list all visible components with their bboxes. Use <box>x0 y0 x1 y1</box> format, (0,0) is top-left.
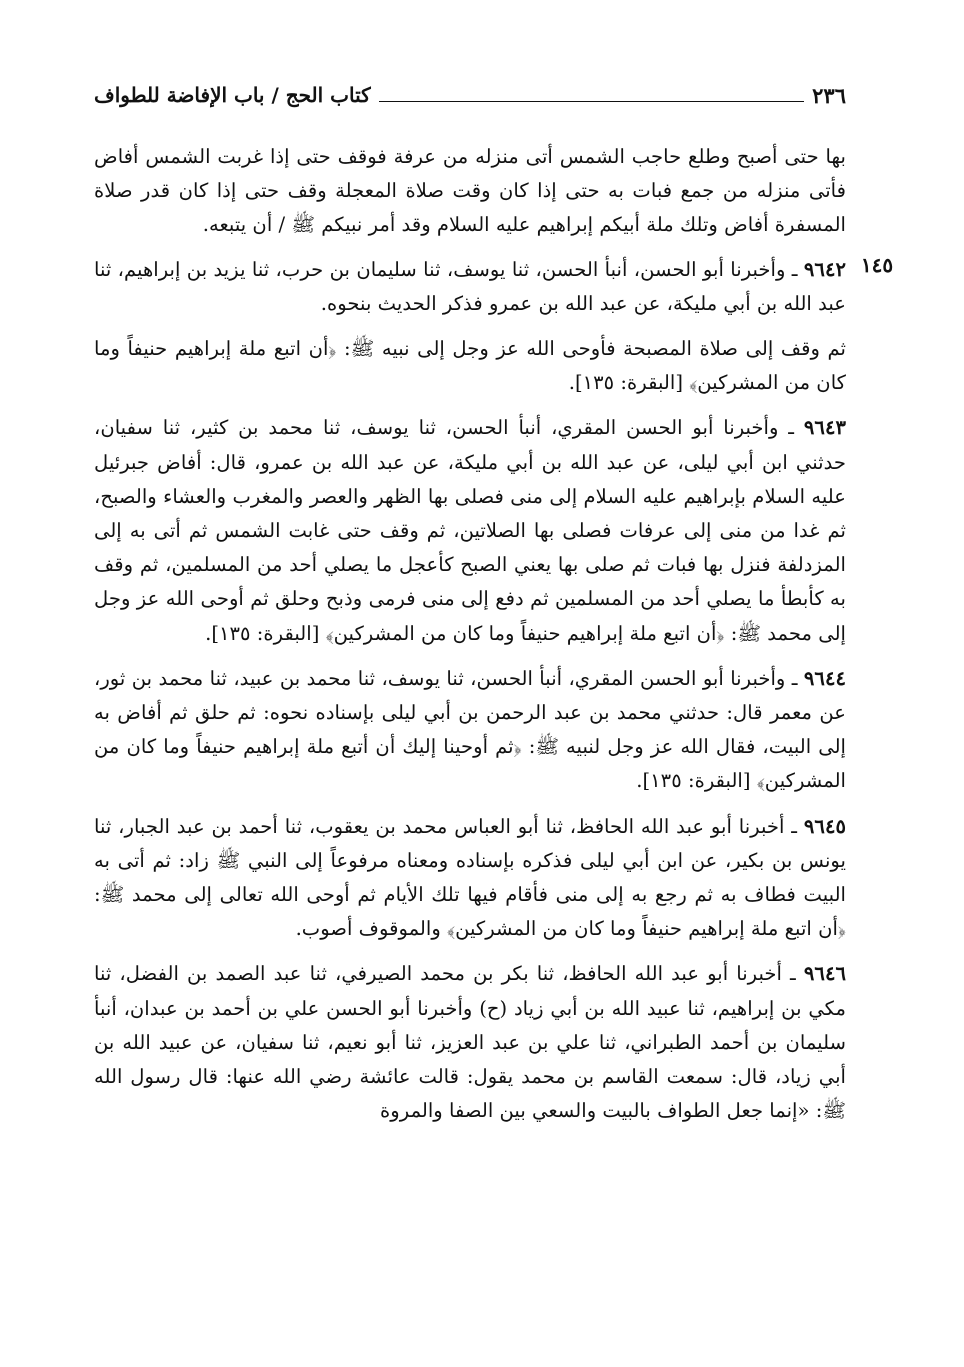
paragraph-text: بها حتى أصبح وطلع حاجب الشمس أتى منزله من عرفة فوقف حتى إذا غربت الشمس أفاض فأتى منزله من جمع فبات به حتى إذا كان وقت صلاة المعجلة وقف حتى إذا كان قدر صلاة المسفرة أفاض وتلك ملة أبيكم إبراهيم عليه السلام وقد أمر نبيكم ﷺ / أن يتبعه. <box>94 145 846 237</box>
paragraph-text: ـ أخبرنا أبو عبد الله الحافظ، ثنا بكر بن محمد الصيرفي، ثنا عبد الصمد بن الفضل، ثنا مكي بن إبراهيم، ثنا عبيد الله بن أبي زياد (ح) وأخبرنا أبو الحسن علي بن أحمد بن عبدان، أنبأ سليمان بن أحمد الطبراني، ثنا علي بن عبد العزيز، ثنا أبو نعيم، ثنا سفيان، عن عبيد الله بن أبي زياد، قال: سمعت القاسم بن محمد يقول: قالت عائشة رضي الله عنها: قال رسول الله ﷺ: «إنما جعل الطواف بالبيت والسعي بين الصفا والمروة <box>94 962 846 1123</box>
hadith-9644 <box>94 662 846 799</box>
page-number: ٢٣٦ <box>812 82 846 108</box>
paragraph-text: ـ وأخبرنا أبو الحسن المقري، أنبأ الحسن، ثنا يوسف، ثنا محمد بن عبيد، ثنا محمد بن ثور، عن معمر قال: حدثني محمد بن عبد الرحمن بن أبي ليلى بإسناده نحوه: ثم حلق ثم أفاض به إلى البيت، فقال الله عز وجل لنبيه ﷺ: ﴿ثم أوحينا إليك أن أتبع ملة إبراهيم حنيفاً وما كان من المشركين﴾ [البقرة: ١٣٥]. <box>94 666 846 793</box>
paragraph-quote <box>94 332 846 400</box>
hadith-number: ٩٦٤٤ <box>803 666 846 690</box>
hadith-number: ٩٦٤٢ <box>803 257 846 281</box>
paragraph-text: ـ وأخبرنا أبو الحسن، أنبأ الحسن، ثنا يوسف، ثنا سليمان بن حرب، ثنا يزيد بن إبراهيم، ثنا عبد الله بن أبي مليكة، عن عبد الله بن عمرو فذكر الحديث بنحوه. <box>94 257 846 315</box>
hadith-number: ٩٦٤٣ <box>803 416 846 440</box>
hadith-9642 <box>94 253 846 321</box>
body-text <box>94 140 846 1139</box>
header-rule <box>379 101 805 102</box>
page-header <box>94 78 846 112</box>
paragraph-continuation <box>94 140 846 243</box>
paragraph-text: ـ وأخبرنا أبو الحسن المقري، أنبأ الحسن، ثنا يوسف، ثنا محمد بن كثير، ثنا سفيان، حدثني ابن أبي ليلى، عن عبد الله بن أبي مليكة، عن عبد الله بن عمرو، قال: أفاض جبرئيل عليه السلام بإبراهيم عليه السلام إلى منى فصلى بها الظهر والعصر والمغرب والعشاء والصبح، ثم غدا من منى إلى عرفات فصلى بها الصلاتين، ثم وقف حتى غابت الشمس ثم أتى به إلى المزدلفة فنزل بها فبات ثم صلى بها يعني الصبح كأعجل ما يصلي أحد من المسلمين، ثم وقف به كأبطأ ما يصلي أحد من المسلمين ثم دفع إلى منى فرمى وذبح وحلق ثم أوحى الله عز وجل إلى محمد ﷺ: ﴿أن اتبع ملة إبراهيم حنيفاً وما كان من المشركين﴾ [البقرة: ١٣٥]. <box>94 416 846 645</box>
running-title: كتاب الحج / باب الإفاضة للطواف <box>94 83 371 107</box>
hadith-9645 <box>94 810 846 947</box>
hadith-9646 <box>94 957 846 1128</box>
hadith-number: ٩٦٤٦ <box>803 962 846 986</box>
paragraph-text: ثم وقف إلى صلاة المصبحة فأوحى الله عز وجل إلى نبيه ﷺ: ﴿أن اتبع ملة إبراهيم حنيفاً وما كان من المشركين﴾ [البقرة: ١٣٥]. <box>94 337 846 395</box>
hadith-9643 <box>94 411 846 650</box>
hadith-number: ٩٦٤٥ <box>803 814 846 838</box>
margin-page-reference: ١٤٥ <box>860 253 894 277</box>
paragraph-text: ـ أخبرنا أبو عبد الله الحافظ، ثنا أبو العباس محمد بن يعقوب، ثنا أحمد بن عبد الجبار، ثنا يونس بن بكير، عن ابن أبي ليلى فذكره بإسناده ومعناه مرفوعاً إلى النبي ﷺ زاد: ثم أتى به البيت فطاف به ثم رجع به إلى منى فأقام فيها تلك الأيام ثم أوحى الله تعالى إلى محمد ﷺ: ﴿أن اتبع ملة إبراهيم حنيفاً وما كان من المشركين﴾ والموقوف أصوب. <box>94 814 846 941</box>
